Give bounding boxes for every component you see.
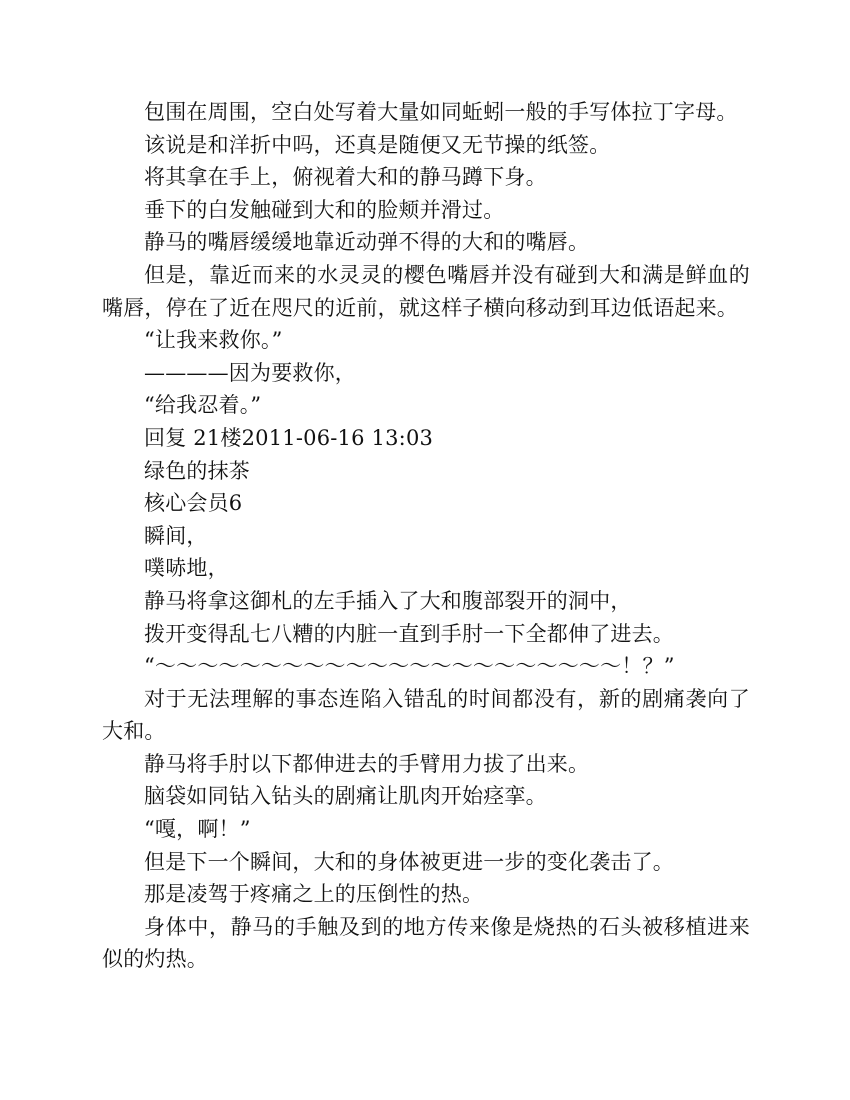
paragraph: 瞬间， — [144, 523, 208, 548]
paragraph: 包围在周围，空白处写着大量如同蚯蚓一般的手写体拉丁字母。 — [144, 100, 738, 124]
paragraph: 身体中，静马的手触及到的地方传来像是烧热的石头被移植进来似的灼热。 — [102, 914, 750, 972]
quote-line: “给我忍着。” — [144, 393, 262, 418]
reply-floor-timestamp: 回复 21楼2011-06-16 13:03 — [144, 425, 434, 450]
document-page — [102, 96, 750, 976]
paragraph: 静马将拿这御札的左手插入了大和腹部裂开的洞中， — [144, 588, 632, 613]
paragraph: 对于无法理解的事态连陷入错乱的时间都没有，新的剧痛袭向了大和。 — [102, 686, 750, 744]
paragraph: 拨开变得乱七八糟的内脏一直到手肘一下全都伸了进去。 — [144, 621, 674, 646]
paragraph: 将其拿在手上，俯视着大和的静马蹲下身。 — [144, 165, 547, 190]
quote-line: “～～～～～～～～～～～～～～～～～～～～～～！？” — [144, 654, 675, 679]
paragraph: 静马的嘴唇缓缓地靠近动弹不得的大和的嘴唇。 — [144, 230, 590, 255]
member-level: 核心会员6 — [144, 491, 243, 516]
paragraph: 脑袋如同钻入钻头的剧痛让肌肉开始痉挛。 — [144, 784, 547, 809]
paragraph: 那是凌驾于疼痛之上的压倒性的热。 — [144, 882, 484, 907]
author-name: 绿色的抹茶 — [144, 458, 250, 483]
paragraph: 该说是和洋折中吗，还真是随便又无节操的纸签。 — [144, 132, 611, 157]
paragraph: 静马将手肘以下都伸进去的手臂用力拔了出来。 — [144, 751, 590, 776]
quote-line: “嘎，啊！” — [144, 817, 251, 842]
paragraph: 但是下一个瞬间，大和的身体被更进一步的变化袭击了。 — [144, 849, 674, 874]
paragraph: 噗哧地， — [144, 556, 229, 581]
paragraph: 但是，靠近而来的水灵灵的樱色嘴唇并没有碰到大和满是鲜血的嘴唇，停在了近在咫尺的近前，就这样子横向移动到耳边低语起来。 — [102, 262, 750, 320]
paragraph: ————因为要救你， — [144, 360, 356, 385]
quote-line: “让我来救你。” — [144, 328, 283, 353]
paragraph: 垂下的白发触碰到大和的脸颊并滑过。 — [144, 197, 505, 222]
